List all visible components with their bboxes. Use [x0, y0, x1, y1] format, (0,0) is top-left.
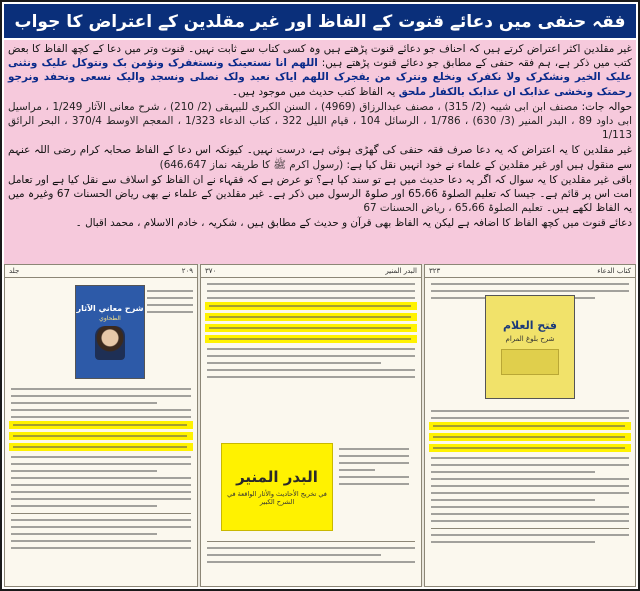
book-page-left	[4, 264, 198, 587]
paragraph-3-text: غیر مقلدین کا یہ اعتراض کہ یہ دعا صرف فقہ حنفی کی گھڑی ہوئی ہے، درست نہیں۔ کیونکہ اس دعا کے الفاظ صحابہ کرام رضی اللہ عنہم سے منقول ہیں اور غیر مقلدین کے علماء نے خود انہیں نقل کیا ہے:	[8, 144, 632, 171]
book-scans-collage	[4, 264, 636, 587]
paragraph-5-text: دعائے قنوت میں کچھ الفاظ کا اضافہ ہے لیکن یہ الفاظ بھی قرآن و حدیث کے مطابق ہیں ، شکریہ ، خادم الاسلام ، محمد اقبال ۔	[75, 217, 632, 230]
fath-allam-cover-title: فتح العلام	[503, 319, 557, 332]
book-page-middle-header-left: ٣٧٠	[205, 267, 217, 275]
badr-munir-cover-title: البدر المنير	[236, 468, 318, 486]
badr-munir-cover-sub: في تخريج الأحاديث والأثار الواقعة في الشرح الكبير	[227, 490, 327, 506]
paragraph-1-arabic: اللھم انا نستعینک ونستغفرک ونؤمن بک ونتوکل علیک ونثنی علیک الخیر ونشکرک ولا نکفرک ونخلع ونترک من یفجرک اللھم ایاک نعبد ولک نصلی ونسجد والیک نسعی ونحفد ونرجو رحمتک ونخشی عذابک ان عذابک بالکفار ملحق	[8, 57, 632, 98]
book-page-middle-header	[201, 265, 421, 278]
paragraph-3-ref: (رسول اکرم ﷺ کا طریقہ نماز 646،647)	[159, 158, 344, 171]
paragraph-1-after: یہ الفاظ کتب حدیث میں موجود ہیں۔	[231, 85, 396, 98]
paragraph-2-ref: مصنف ابن ابی شیبہ (2/ 315) ، مصنف عبدالرزاق (4969) ، السنن الکبری للبیہقی (2/ 210) ، شرح معانی الآثار 1/249 ، مراسیل ابی داود 89 ، البدر المنیر (3/ 630) ، 1/786 ، الرسائل 104 ، قیام اللیل 322 ، کتاب الدعاء 1/323 ، المعجم الاوسط 370/4 ، البحر الرائق 1/113	[8, 100, 633, 142]
paragraph-3	[8, 143, 632, 171]
sharh-maani-cover-sub: الطحاوي	[99, 315, 121, 322]
book-page-left-header	[5, 265, 197, 278]
book-page-left-header-left: جلد	[9, 267, 20, 275]
paragraph-5	[8, 216, 632, 230]
book-page-middle	[200, 264, 422, 587]
paragraph-1-text: غیر مقلدین اکثر اعتراض کرتے ہیں کہ احناف جو دعائے قنوت پڑھتے ہیں وہ کسی کتاب سے ثابت نہیں۔ قنوت وتر میں دعا کے کچھ الفاظ کا بعض کتب میں ذکر ہے، ہم فقہ حنفی کے مطابق جو دعائے قنوت پڑھتے ہیں:	[8, 43, 632, 70]
article-body	[4, 40, 636, 264]
book-page-right	[424, 264, 636, 587]
page-title-bar	[4, 4, 636, 38]
sharh-maani-cover	[75, 285, 145, 379]
paragraph-2-text: حوالہ جات:	[581, 100, 633, 113]
paragraph-2	[8, 100, 632, 143]
paragraph-4	[8, 173, 632, 216]
fath-allam-cover	[485, 295, 575, 399]
fath-allam-cover-sub: شرح بلوغ المرام	[505, 335, 555, 343]
paragraph-4-ref: تعلیم الصلوۃ 65،66 ، ریاض الحسنات 67	[363, 202, 543, 215]
book-page-left-header-right: ٢٠٩	[181, 267, 193, 275]
book-page-middle-header-right: البدر المنیر	[385, 267, 417, 275]
page-title: فقہ حنفی میں دعائے قنوت کے الفاظ اور غیر مقلدین کے اعتراض کا جواب	[14, 11, 626, 32]
paragraph-4-text: باقی غیر مقلدین کا یہ سوال کہ اگر یہ دعا حدیث میں ہے تو سند کیا ہے؟ تو عرض ہے کہ فقہاء نے ان الفاظ کو اسلاف سے نقل کیا ہے اور تعامل امت اس پر قائم ہے۔ جیسا کہ تعلیم الصلوۃ 65،66 اور صلوۃ الرسول میں ذکر ہے۔ غیر مقلدین کے علماء نے بھی ریاض الحسنات 67 وغیرہ میں یہ الفاظ لکھے ہیں۔	[8, 173, 633, 215]
sharh-maani-cover-title: شرح معاني الآثار	[76, 304, 144, 313]
paragraph-1	[8, 42, 632, 99]
badr-munir-cover	[221, 443, 333, 531]
book-page-right-header-left: ٣٢٣	[429, 267, 441, 275]
book-page-right-header-right: کتاب الدعاء	[597, 267, 631, 275]
author-portrait	[95, 326, 125, 360]
book-page-right-header	[425, 265, 635, 278]
